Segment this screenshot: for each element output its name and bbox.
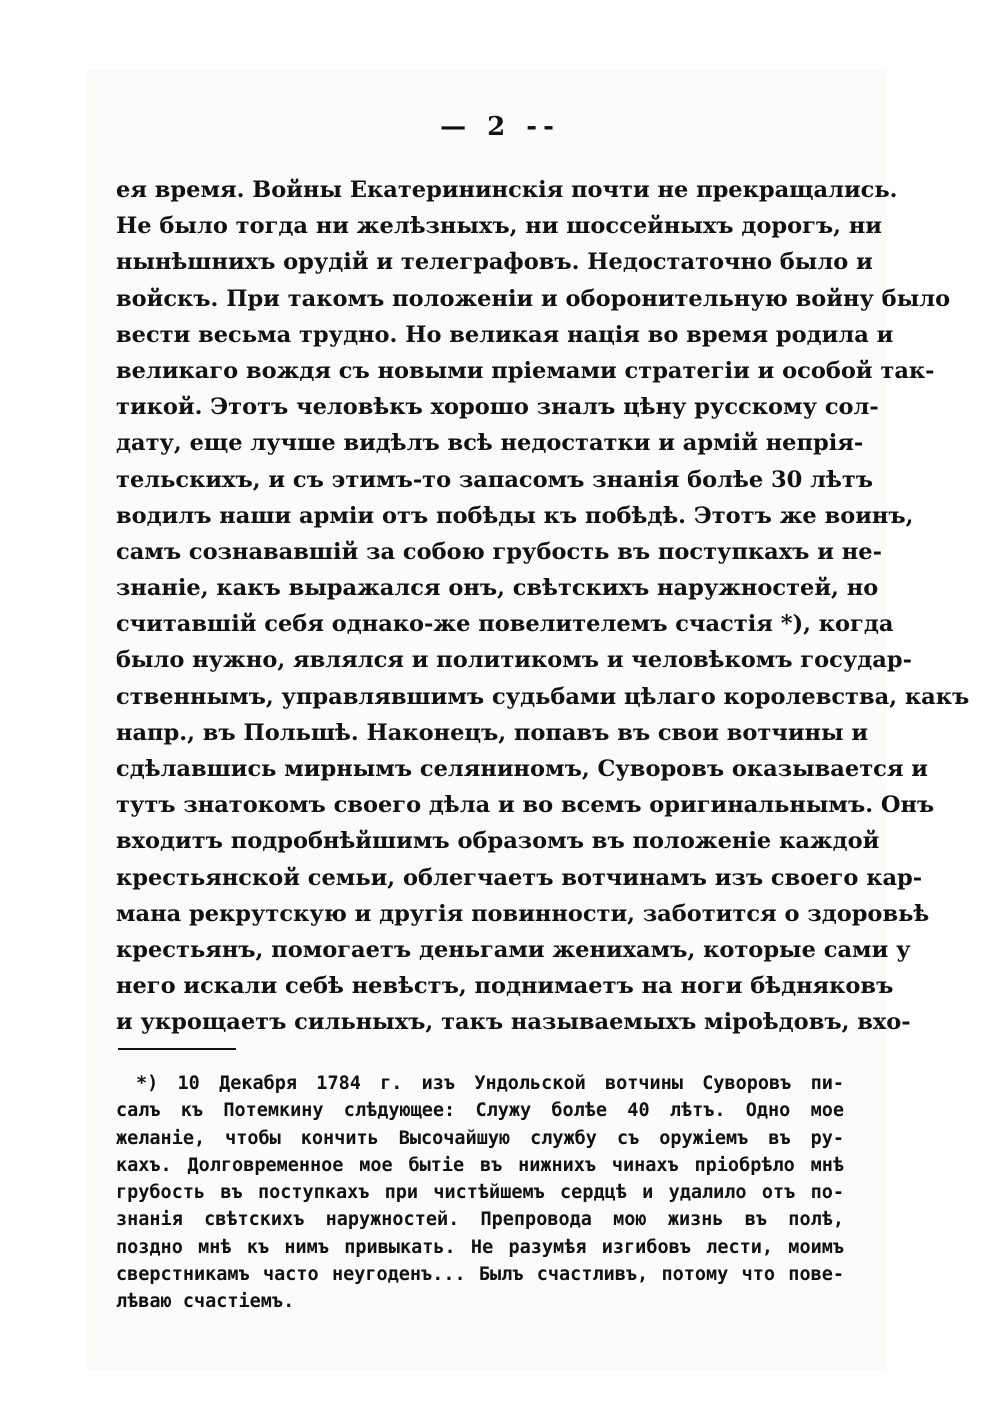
text-line: дату, еще лучше видѣлъ всѣ недостатки и армій непрія-: [116, 430, 864, 457]
text-line: мана рекрутскую и другія повинности, заботится о здоровьѣ: [116, 900, 930, 927]
footnote-line: сверстникамъ часто неугоденъ... Былъ счастливъ, потому что пове-: [116, 1264, 844, 1286]
text-line: вести весьма трудно. Но великая нація во время родила и: [116, 321, 894, 348]
text-line: тельскихъ, и съ этимъ-то запасомъ знанія болѣе 30 лѣтъ: [116, 466, 874, 493]
footnote-line: знанія свѣтскихъ наружностей. Препровода мою жизнь въ полѣ,: [116, 1209, 844, 1231]
footnote-line: поздно мнѣ къ нимъ привыкать. Не разумѣя изгибовъ лести, моимъ: [116, 1236, 844, 1258]
text-line: тутъ знатокомъ своего дѣла и во всемъ оригинальнымъ. Онъ: [116, 792, 935, 819]
text-line: крестьянской семьи, облегчаетъ вотчинамъ изъ своего кар-: [116, 864, 923, 891]
footnote-line: кахъ. Долговременное мое бытіе въ нижнихъ чинахъ пріобрѣло мнѣ: [116, 1154, 844, 1176]
footnote-line: желаніе, чтобы кончить Высочайшую службу съ оружіемъ въ ру-: [116, 1127, 844, 1149]
text-line: напр., въ Польшѣ. Наконецъ, попавъ въ свои вотчины и: [116, 719, 869, 746]
text-line: него искали себѣ невѣстъ, поднимаетъ на ноги бѣдняковъ: [116, 973, 894, 1000]
footnote-line: салъ къ Потемкину слѣдующее: Служу болѣе 40 лѣтъ. Одно мое: [116, 1100, 844, 1122]
text-line: сдѣлавшись мирнымъ селяниномъ, Суворовъ оказывается и: [116, 756, 928, 782]
text-line: ственнымъ, управлявшимъ судьбами цѣлаго королевства, какъ: [116, 683, 970, 710]
text-line: считавшій себя однако-же повелителемъ счастія *), когда: [116, 611, 894, 638]
text-line: крестьянъ, помогаетъ деньгами женихамъ, которые сами у: [116, 936, 911, 963]
text-line: было нужно, являлся и политикомъ и человѣкомъ государ-: [116, 647, 912, 674]
footnote-line: лѣваю счастіемъ.: [116, 1291, 295, 1313]
text-line: Не было тогда ни желѣзныхъ, ни шоссейныхъ дорогъ, ни: [116, 213, 882, 240]
main-text: [116, 172, 970, 1041]
text-line: водилъ наши арміи отъ побѣды къ побѣдѣ. Этотъ же воинъ,: [116, 502, 914, 529]
text-line: ея время. Войны Екатерининскія почти не прекращались.: [116, 177, 898, 203]
footnote-separator: [118, 1048, 236, 1050]
text-line: великаго вождя съ новыми пріемами стратегіи и особой так-: [116, 357, 935, 384]
text-line: и укрощаетъ сильныхъ, такъ называемыхъ міроѣдовъ, вхо-: [116, 1009, 911, 1036]
text-line: тикой. Этотъ человѣкъ хорошо зналъ цѣну русскому сол-: [116, 394, 879, 421]
text-line: знаніе, какъ выражался онъ, свѣтскихъ наружностей, но: [116, 575, 879, 602]
footnote-line: грубость въ поступкахъ при чистѣйшемъ сердцѣ и удалило отъ по-: [116, 1182, 844, 1204]
text-line: войскъ. При такомъ положеніи и оборонительную войну было: [116, 285, 951, 312]
footnote: [116, 1070, 844, 1316]
page-number: — 2 --: [440, 112, 560, 142]
text-line: входитъ подробнѣйшимъ образомъ въ положеніе каждой: [116, 828, 880, 855]
footnote-line: *) 10 Декабря 1784 г. изъ Ундольской вотчины Суворовъ пи-: [136, 1073, 844, 1094]
text-line: нынѣшнихъ орудій и телеграфовъ. Недостаточно было и: [116, 249, 873, 276]
text-line: самъ сознававшій за собою грубость въ поступкахъ и не-: [116, 538, 882, 565]
